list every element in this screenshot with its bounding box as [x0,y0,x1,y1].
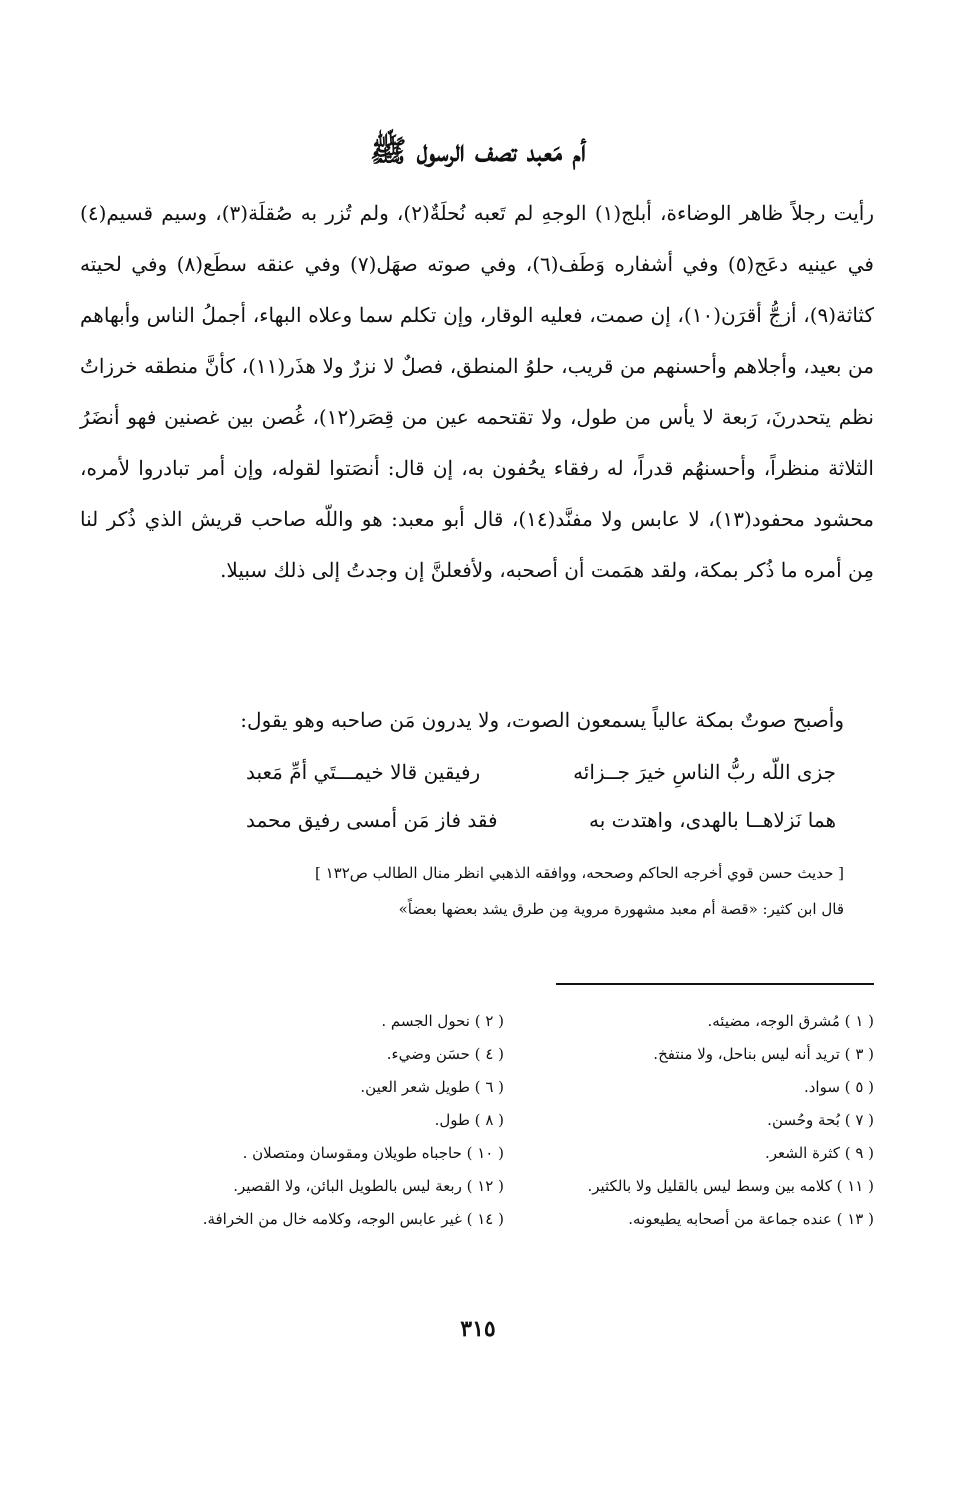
verse-second-hemistich: فقد فاز مَن أمسى رفيق محمد [246,808,498,832]
footnote: ( ٦ ) طويل شعر العين. [360,1078,504,1096]
footnote: ( ١ ) مُشرق الوجه، مضيئه. [707,1012,874,1030]
footnote: ( ١١ ) كلامه بين وسط ليس بالقليل ولا بالكثير. [587,1177,874,1195]
verse-first-hemistich: هما نَزلاهــا بالهدى، واهتدت به [589,808,836,832]
footnote: ( ٢ ) نحول الجسم . [381,1012,504,1030]
footnote: ( ٨ ) طول. [434,1111,504,1129]
footnote-row [74,1071,874,1104]
footnote-row [74,1170,874,1203]
hadith-grading-note: [ حديث حسن قوي أخرجه الحاكم وصححه، ووافقه الذهبي انظر منال الطالب ص١٣٢ ] [314,864,844,882]
footnote: ( ١٢ ) ربعة ليس بالطويل البائن، ولا القصير. [233,1177,504,1195]
verse-second-hemistich: رفيقين قالا خيمـــتَي أمِّ مَعبد [246,760,481,784]
footnote: ( ٤ ) حسَن وضيء. [386,1045,504,1063]
footnote-row [74,1005,874,1038]
footnote-row [74,1203,874,1236]
footnotes-section [74,1005,874,1236]
chapter-title: أم مَعبد تصف الرسول ﷺ [370,134,586,169]
poem-verse [246,800,836,840]
footnote: ( ٧ ) بُحة وحُسن. [767,1111,874,1129]
page-number: ٣١٥ [460,1316,496,1342]
main-paragraph: رأيت رجلاً ظاهر الوضاءة، أبلج(١) الوجهِ لم تَعبه نُحلَةٌ(٢)، ولم تُزر به صُقلَة(٣)، وسيم قسيم(٤) في عينيه دعَج(٥) وفي أشفاره وَطَف(٦)، وفي صوته صهَل(٧) وفي عنقه سطَع(٨) وفي لحيته كثاثة(٩)، أزجُّ أقرَن(١٠)، إن صمت، فعليه الوقار، وإن تكلم سما وعلاه البهاء، أجملُ الناس وأبهاهم من بعيد، وأجلاهم وأحسنهم من قريب، حلوُ المنطق، فصلٌ لا نزرٌ ولا هذَر(١١)، كأنَّ منطقه خرزاتُ نظم يتحدرنَ، رَبعة لا يأس من طول، ولا تقتحمه عين من قِصَر(١٢)، غُصن بين غصنين فهو أنضَرُ الثلاثة منظراً، وأحسنهُم قدراً، له رفقاء يحُفون به، إن قال: أنصَتوا لقوله، وإن أمر تبادروا لأمره، محشود محفود(١٣)، لا عابس ولا مفنَّد(١٤)، قال أبو معبد: هو واللّه صاحب قريش الذي ذُكر لنا مِن أمره ما ذُكر بمكة، ولقد همَمت أن أصحبه، ولأفعلنَّ إن وجدتُ إلى ذلك سبيلا. [80,201,874,582]
footnote: ( ١٤ ) غير عابس الوجه، وكلامه خال من الخرافة. [202,1210,504,1228]
poem-intro-line: وأصبح صوتٌ بمكة عالياً يسمعون الصوت، ولا يدرون مَن صاحبه وهو يقول: [240,708,844,732]
footnote-row [74,1038,874,1071]
footnote: ( ٩ ) كثرة الشعر. [764,1144,874,1162]
ibn-kathir-quote: قال ابن كثير: «قصة أم معبد مشهورة مروية مِن طرق يشد بعضها بعضاً» [398,900,844,918]
footnote: ( ٥ ) سواد. [803,1078,874,1096]
footnote: ( ١٣ ) عنده جماعة من أصحابه يطيعونه. [628,1210,874,1228]
verse-first-hemistich: جزى اللّه ربُّ الناسِ خيرَ جــزائه [573,760,836,784]
poem-verse [246,752,836,792]
footnote-row [74,1104,874,1137]
footnote-separator [556,983,874,985]
footnote-row [74,1137,874,1170]
footnote: ( ١٠ ) حاجباه طويلان ومقوسان ومتصلان . [242,1144,504,1162]
footnote: ( ٣ ) تريد أنه ليس بناحل، ولا منتفخ. [653,1045,874,1063]
